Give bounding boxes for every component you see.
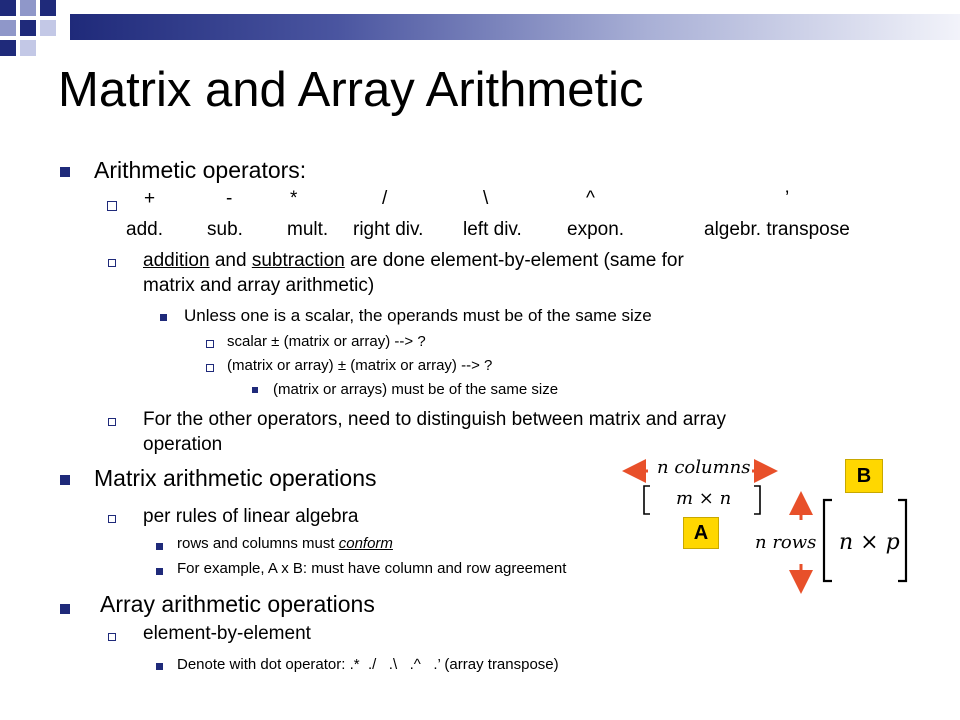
- bullet-matrix-ops: Matrix arithmetic operations: [94, 465, 377, 491]
- op-name: left div.: [463, 219, 522, 240]
- right-bracket: [754, 486, 760, 514]
- bullet-array-ops: Array arithmetic operations: [100, 591, 375, 617]
- matrix-line: (matrix or array) ± (matrix or array) --> ?: [227, 357, 493, 374]
- left-bracket: [644, 486, 650, 514]
- op-name: expon.: [567, 219, 625, 240]
- per-rules-line: per rules of linear algebra: [143, 506, 359, 527]
- subtraction-word: subtraction: [251, 250, 345, 271]
- op-name: mult.: [287, 219, 329, 240]
- label-a-box: A: [683, 517, 719, 549]
- conform-text: rows and columns must: [177, 535, 339, 552]
- scalar-line: scalar ± (matrix or array) --> ?: [227, 333, 426, 350]
- n-columns-label: n columns: [657, 457, 751, 478]
- other-ops-line-2: operation: [143, 434, 223, 455]
- op-symbol: +: [144, 188, 156, 209]
- op-symbol: ^: [586, 188, 595, 209]
- op-symbol: /: [382, 188, 388, 209]
- op-name: algebr. transpose: [704, 219, 850, 240]
- op-symbol: ’: [785, 188, 790, 209]
- addsub-text: are done element-by-element (same for: [344, 250, 684, 271]
- m-x-n-label: m × n: [676, 488, 732, 509]
- dot-ops-line: Denote with dot operator: .* ./ .\ .^ .’ (array transpose): [177, 656, 559, 673]
- op-name: add.: [126, 219, 163, 240]
- bullet-arith-ops: Arithmetic operators:: [94, 157, 307, 183]
- unless-line: Unless one is a scalar, the operands must be of the same size: [184, 306, 652, 325]
- op-name: sub.: [207, 219, 243, 240]
- label-b-box: B: [845, 459, 883, 493]
- op-name: right div.: [353, 219, 424, 240]
- op-symbol: *: [290, 188, 298, 209]
- page-title: Matrix and Array Arithmetic: [58, 63, 644, 117]
- addsub-line-2: matrix and array arithmetic): [143, 275, 375, 296]
- addsub-text: and: [209, 250, 252, 271]
- n-rows-label: n rows: [755, 532, 817, 553]
- addition-word: addition: [143, 250, 210, 271]
- elem-line: element-by-element: [143, 623, 311, 644]
- same-size-line: (matrix or arrays) must be of the same size: [273, 381, 559, 398]
- op-symbol: \: [483, 188, 489, 209]
- other-ops-line: For the other operators, need to distinguish between matrix and array: [143, 409, 726, 430]
- big-left-bracket: [824, 500, 832, 581]
- example-line: For example, A x B: must have column and row agreement: [177, 560, 567, 577]
- n-x-p-label: n × p: [839, 530, 900, 555]
- conform-word: conform: [338, 535, 393, 552]
- op-symbol: -: [226, 188, 233, 209]
